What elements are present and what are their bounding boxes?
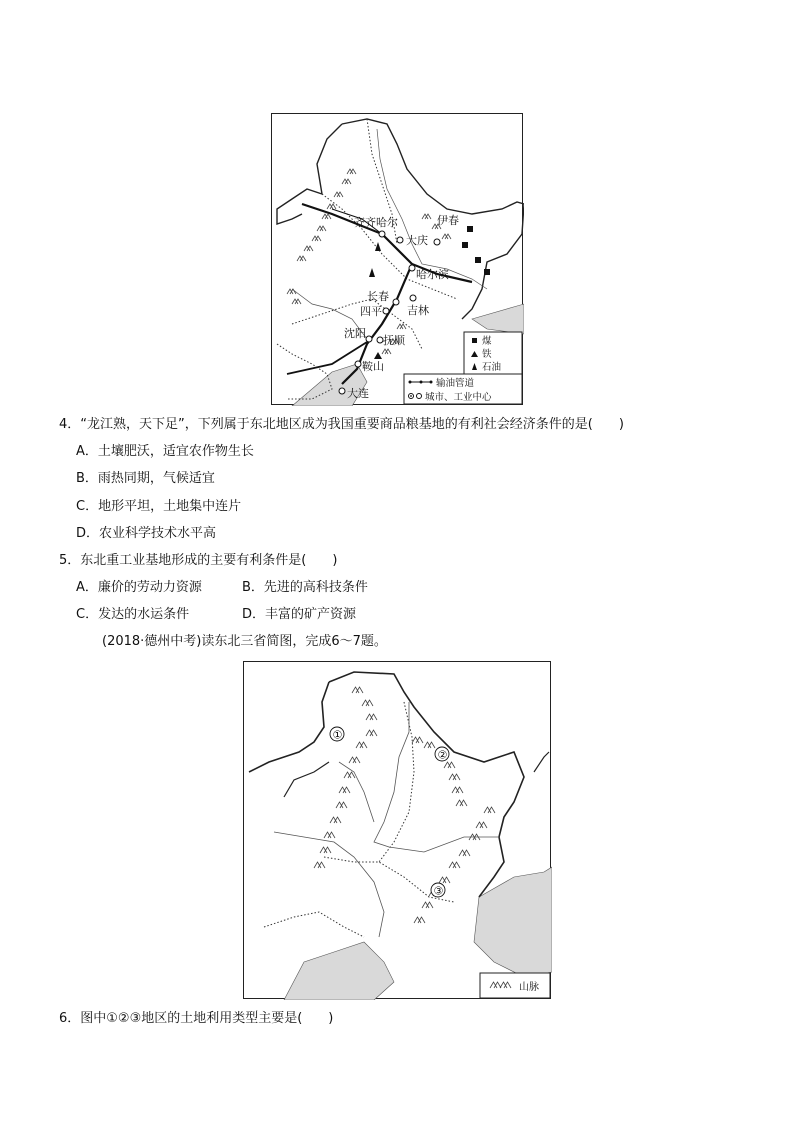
city-dalian: 大连: [347, 387, 369, 400]
map2-svg: [244, 662, 552, 1000]
river-songhua: [374, 702, 499, 852]
city-marker: [409, 265, 415, 271]
river-liao: [274, 832, 384, 937]
city-marker: [397, 237, 403, 243]
city-marker: [393, 299, 399, 305]
city-qiqihar: 齐齐哈尔: [354, 216, 398, 229]
question-4-option-b: B．雨热同期，气候适宜: [76, 471, 215, 486]
question-4-option-a: A．土壤肥沃，适宜农作物生长: [76, 444, 254, 459]
legend-mountain: 山脉: [519, 982, 539, 993]
coal-symbol: [475, 257, 481, 263]
city-marker: [366, 336, 372, 342]
legend-city: 城市、工业中心: [425, 392, 492, 403]
oil-symbol: [369, 268, 375, 277]
coal-symbol: [484, 269, 490, 275]
city-shenyang: 沈阳: [344, 327, 366, 340]
legend-oil: 石油: [482, 362, 502, 373]
question-4-option-c: C．地形平坦，土地集中连片: [76, 499, 242, 514]
city-marker: [339, 388, 345, 394]
river-nen: [339, 762, 374, 822]
area-3-label: ③: [433, 884, 444, 898]
northeast-three-provinces-map: [243, 661, 551, 999]
legend-coal: 煤: [482, 336, 492, 347]
river-1: [377, 129, 487, 289]
question-5-stem: 5．东北重工业基地形成的主要有利条件是( ): [59, 553, 338, 568]
question-5-option-c: C．发达的水运条件: [76, 607, 190, 622]
city-marker: [434, 239, 440, 245]
sea-korea-bay: [474, 867, 552, 977]
city-harbin: 哈尔滨: [416, 268, 449, 281]
city-marker: [379, 231, 385, 237]
oil-symbol: [375, 242, 381, 251]
city-yichun: 伊春: [437, 214, 459, 227]
border-northwest: [249, 682, 329, 772]
question-6-stem: 6．图中①②③地区的土地利用类型主要是( ): [59, 1011, 334, 1026]
question-5-option-a: A．廉价的劳动力资源: [76, 580, 202, 595]
coal-symbol: [462, 242, 468, 248]
city-jilin: 吉林: [407, 304, 429, 317]
border-west: [284, 762, 329, 797]
city-marker: [410, 295, 416, 301]
sea-east: [472, 304, 524, 334]
question-6-7-intro: (2018·德州中考)读东北三省简图，完成6～7题。: [102, 634, 387, 649]
city-siping: 四平: [360, 305, 382, 318]
map2-legend: [480, 973, 550, 998]
legend-iron: 铁: [482, 349, 492, 360]
map1-svg: [272, 114, 524, 406]
city-marker: [355, 361, 361, 367]
bohai-sea: [284, 942, 394, 1000]
city-changchun: 长春: [367, 290, 389, 303]
border-northeast: [329, 672, 524, 897]
city-anshan: 鞍山: [362, 360, 384, 373]
map1-legend: [404, 332, 522, 404]
question-4-stem: 4．“龙江熟，天下足”，下列属于东北地区成为我国重要商品粮基地的有利社会经济条件的是( ): [59, 417, 624, 432]
question-5-option-d: D．丰富的矿产资源: [242, 607, 357, 622]
legend-pipeline: 输油管道: [436, 378, 475, 389]
province-boundary-3: [264, 912, 364, 937]
province-boundary-1: [322, 194, 457, 299]
area-2-label: ②: [437, 748, 448, 762]
coal-symbol: [467, 226, 473, 232]
question-4-option-d: D．农业科学技术水平高: [76, 526, 217, 541]
border-far-east: [534, 752, 549, 772]
question-5-option-b: B．先进的高科技条件: [242, 580, 368, 595]
iron-symbol: [374, 352, 382, 359]
industry-resource-map: [271, 113, 523, 405]
city-fushun: 抚顺: [383, 334, 405, 347]
area-1-label: ①: [332, 728, 343, 742]
city-daqing: 大庆: [406, 234, 428, 247]
city-marker: [383, 308, 389, 314]
